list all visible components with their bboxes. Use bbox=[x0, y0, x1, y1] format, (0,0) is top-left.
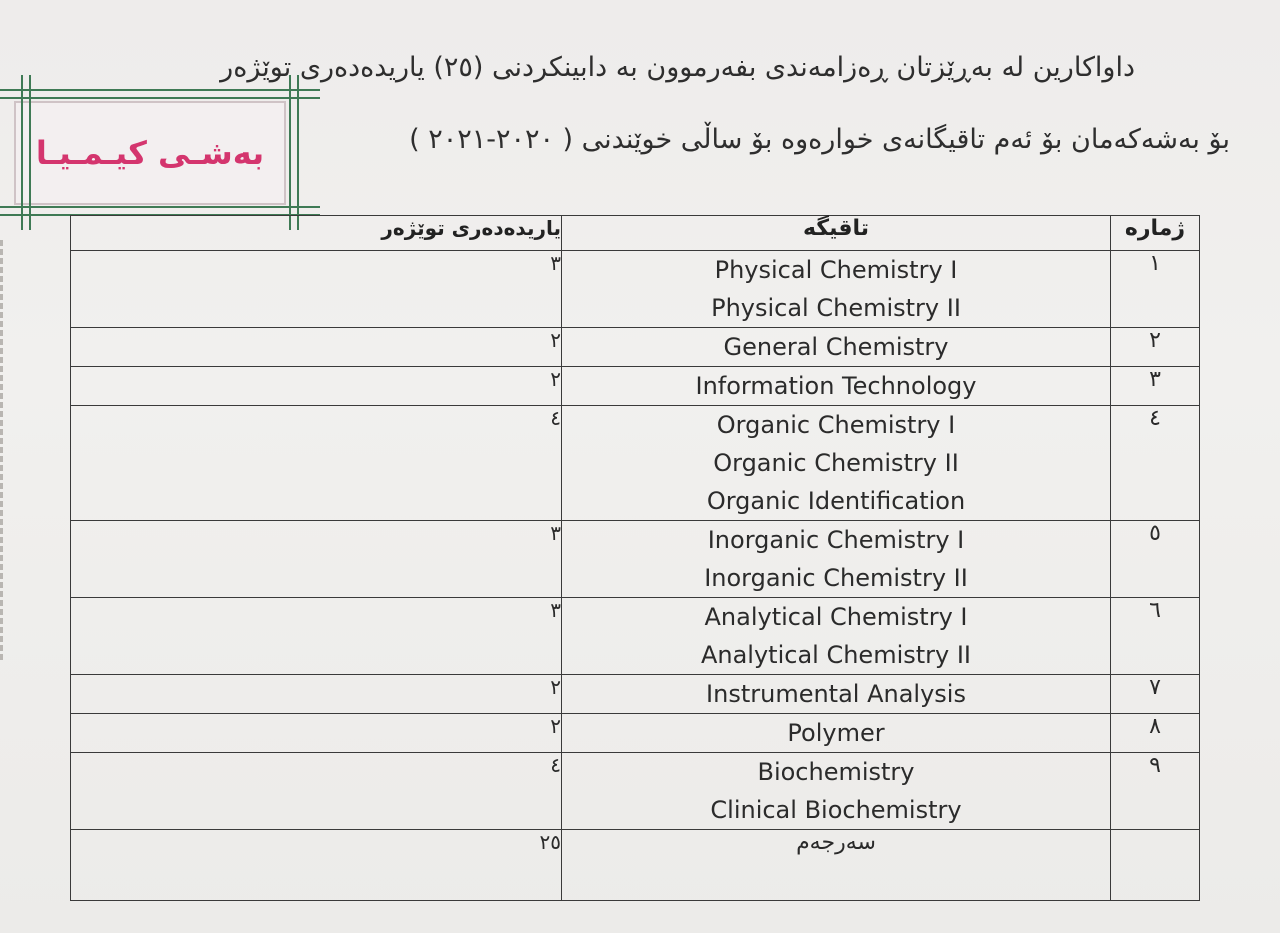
header-number: ژمارە bbox=[1111, 216, 1200, 251]
lab-name: Organic Identification bbox=[706, 487, 966, 515]
row-labs bbox=[562, 406, 1111, 521]
row-assistants: ٢ bbox=[71, 675, 562, 714]
table-row bbox=[71, 406, 1200, 521]
table-header-row bbox=[71, 216, 1200, 251]
row-number: ٨ bbox=[1111, 714, 1200, 753]
row-assistants: ٣ bbox=[71, 521, 562, 598]
page-edge bbox=[0, 240, 11, 660]
table-row bbox=[71, 598, 1200, 675]
row-assistants: ٤ bbox=[71, 406, 562, 521]
lab-name: Organic Chemistry I bbox=[716, 411, 956, 439]
row-number: ٢ bbox=[1111, 328, 1200, 367]
table-row bbox=[71, 521, 1200, 598]
lab-name: Biochemistry bbox=[757, 758, 915, 786]
header-lab: تاقیگە bbox=[562, 216, 1111, 251]
table-row bbox=[71, 714, 1200, 753]
lab-name: Inorganic Chemistry II bbox=[704, 564, 968, 592]
row-number: ٤ bbox=[1111, 406, 1200, 521]
stamp-text: بەشـی کیـمـیـا bbox=[35, 134, 265, 172]
table-row bbox=[71, 328, 1200, 367]
row-number: ٧ bbox=[1111, 675, 1200, 714]
request-line-2: بۆ بەشەکەمان بۆ ئەم تاقیگانەی خوارەوە بۆ ساڵی خوێندنی ( ٢٠٢٠-٢٠٢١ ) bbox=[409, 124, 1230, 155]
total-row bbox=[71, 830, 1200, 901]
row-number: ٣ bbox=[1111, 367, 1200, 406]
row-labs bbox=[562, 598, 1111, 675]
row-assistants: ٢ bbox=[71, 328, 562, 367]
row-assistants: ٢ bbox=[71, 367, 562, 406]
row-number: ٩ bbox=[1111, 753, 1200, 830]
row-assistants: ٢ bbox=[71, 714, 562, 753]
lab-name: Inorganic Chemistry I bbox=[707, 526, 965, 554]
row-labs bbox=[562, 753, 1111, 830]
row-assistants: ٤ bbox=[71, 753, 562, 830]
row-labs bbox=[562, 251, 1111, 328]
lab-name: Information Technology bbox=[695, 372, 977, 400]
row-assistants: ٣ bbox=[71, 598, 562, 675]
row-labs bbox=[562, 675, 1111, 714]
department-stamp bbox=[14, 101, 286, 205]
total-value: ٢٥ bbox=[71, 830, 562, 901]
total-label: سەرجەم bbox=[562, 830, 1111, 901]
table-row bbox=[71, 753, 1200, 830]
lab-name: Instrumental Analysis bbox=[706, 680, 966, 708]
row-number: ٦ bbox=[1111, 598, 1200, 675]
lab-name: Clinical Biochemistry bbox=[710, 796, 962, 824]
lab-name: Organic Chemistry II bbox=[713, 449, 959, 477]
row-labs bbox=[562, 714, 1111, 753]
labs-table bbox=[70, 215, 1200, 901]
header-assistants: یاریدەدەری توێژەر bbox=[71, 216, 562, 251]
lab-name: General Chemistry bbox=[723, 333, 949, 361]
lab-name: Physical Chemistry II bbox=[711, 294, 961, 322]
lab-name: Analytical Chemistry I bbox=[704, 603, 968, 631]
lab-name: Physical Chemistry I bbox=[714, 256, 958, 284]
table-row bbox=[71, 367, 1200, 406]
total-empty-cell bbox=[1111, 830, 1200, 901]
table-row bbox=[71, 675, 1200, 714]
row-labs bbox=[562, 367, 1111, 406]
request-line-1: داواکارین لە بەڕێزتان ڕەزامەندی بفەرموون بە دابینکردنی (٢٥) یاریدەدەری توێژەر bbox=[220, 52, 1135, 83]
lab-name: Polymer bbox=[787, 719, 885, 747]
row-assistants: ٣ bbox=[71, 251, 562, 328]
row-labs bbox=[562, 328, 1111, 367]
row-number: ٥ bbox=[1111, 521, 1200, 598]
row-number: ١ bbox=[1111, 251, 1200, 328]
row-labs bbox=[562, 521, 1111, 598]
lab-name: Analytical Chemistry II bbox=[700, 641, 972, 669]
table-row bbox=[71, 251, 1200, 328]
